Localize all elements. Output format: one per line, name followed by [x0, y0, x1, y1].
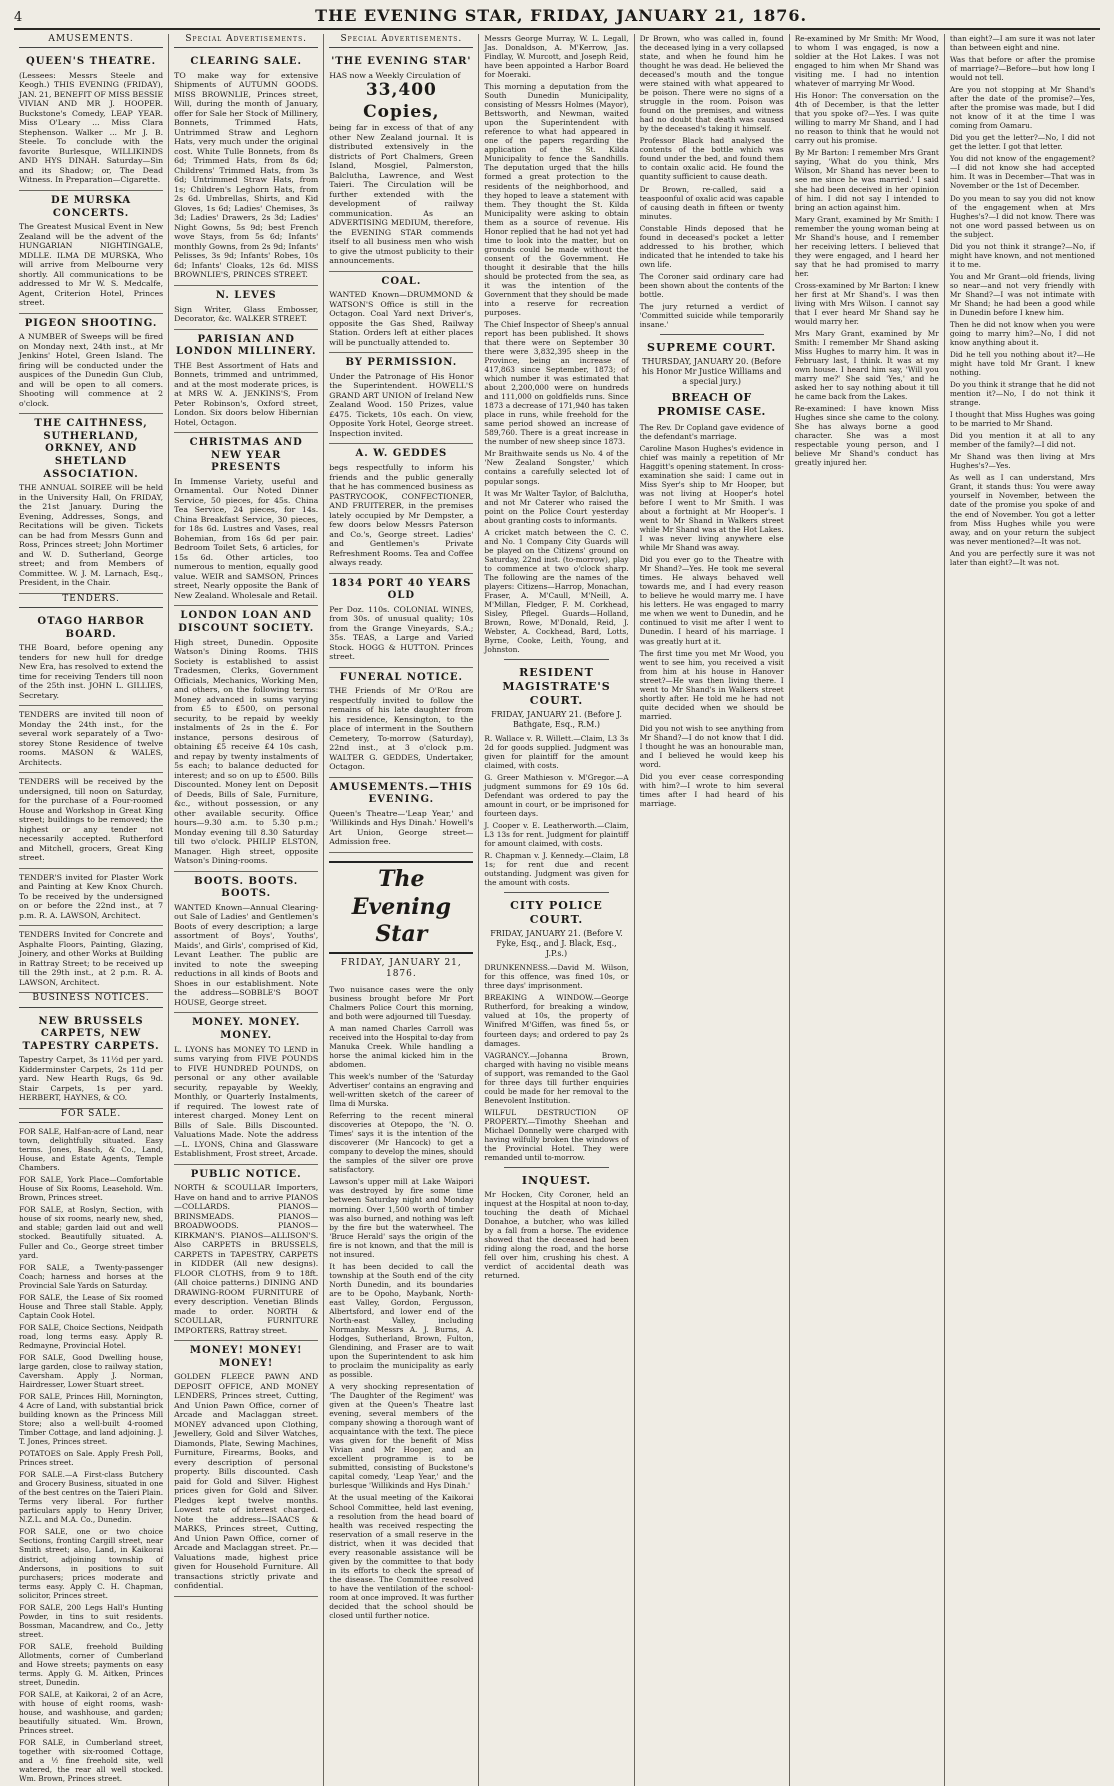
special-ad	[174, 433, 318, 606]
notice-ad	[329, 444, 473, 573]
section-heading-special: Special Advertisements.	[174, 34, 318, 48]
column-7	[945, 34, 1100, 1786]
news-paragraph: It was Mr Walter Taylor, of Balclutha, and not Mr Caterer who raised the point on the Police Court yesterday about granting costs to informants.	[484, 488, 629, 525]
amusement-ad-body: A NUMBER of Sweeps will be fired on Monday next, 24th inst., at Mr Jenkins' Hotel, Green Island. The firing will be conducted under the auspices of the Dunedin Gun Club, and will be open to all comers. Shooting will commence at 2 o'clock.	[19, 332, 164, 408]
special-ad-title: CLEARING SALE.	[190, 56, 303, 68]
for-sale-listing: FOR SALE, Good Dwelling house, large garden, close to railway station, Caversham. Apply J. Norman, Hairdresser, Lower Stuart street.	[19, 1352, 164, 1389]
inquest-paragraph: Dr Brown, re-called, said a teaspoonful of oxalic acid was capable of causing death in fifteen or twenty minutes.	[639, 184, 784, 221]
notice-ad-body: begs respectfully to inform his friends and the public generally that he has commenced business as PASTRYCOOK, CONFECTIONER, AND FRUITERER, in the premises lately occupied by Mr Dempster, a few doors below Messrs Paterson and Co.'s, George street. Ladies' and Gentlemen's Private Refreshment Rooms. Tea and Coffee always ready.	[329, 463, 474, 568]
tender-ad-body: TENDERS are invited till noon of Monday the 24th inst., for the several work separately of a Two-storey Stone Residence of twelve rooms. MASON & WALES, Architects.	[19, 710, 164, 767]
masthead: THE EVENING STAR, FRIDAY, JANUARY 21, 1876.	[315, 6, 808, 25]
news-paragraph: Mr Braithwaite sends us No. 4 of the 'New Zealand Songster,' which contains a carefully selected lot of popular songs.	[484, 449, 629, 486]
supreme-court-heading: SUPREME COURT.	[647, 340, 777, 354]
breach-case-paragraph: The Rev. Dr Copland gave evidence of the defendant's marriage.	[639, 422, 784, 441]
column-4	[479, 34, 634, 1786]
notice-ad	[329, 353, 473, 444]
amusement-ad-title: QUEEN'S THEATRE.	[25, 56, 157, 68]
news-paragraph: Lawson's upper mill at Lake Waipori was destroyed by fire some time between Saturday night and Monday morning. Over 1,500 worth of timber was also burned, and nothing was left by the fire but the waterwheel. The 'Bruce Herald' says the origin of the fire is not known, and that the mill is not insured.	[329, 1177, 474, 1259]
breach-case-paragraph: Mary Grant, examined by Mr Smith: I remember the young woman being at Mr Shand's house, and I remember her receiving letters. I believed that they were engaged, and I heard her say that he had promised to marry her.	[794, 214, 939, 278]
special-ad-body: In Immense Variety, useful and Ornamental. Our Noted Dinner Service, 50 pieces, for 45s. China Tea Service, 24 pieces, for 14s. China Breakfast Service, 30 pieces, for 18s 6d. Lustres and Vases, real Bohemian, from 16s 6d per pair. Bedroom Toilet Sets, 6 articles, for 15s 6d. Other articles, too numerous to mention, equally good value. WEIR and SAMSON, Princes street, Nearly opposite the Bank of New Zealand. Wholesale and Retail.	[174, 476, 319, 600]
police-court-date: FRIDAY, JANUARY 21. (Before V. Fyke, Esq., and J. Black, Esq., J.P.s.)	[490, 929, 623, 959]
special-ad-body: THE Best Assortment of Hats and Bonnets, trimmed and untrimmed, and at the most moderate prices, is at MRS W. A. JENKINS'S, From Peter Robinson's, Oxford street, London. Six doors below Hibernian Hotel, Octagon.	[174, 360, 319, 427]
news-paragraph: A very shocking representation of 'The Daughter of the Regiment' was given at the Queen's Theatre last evening, several members of the company showing a thorough want of acquaintance with the text. The piece was given for the benefit of Miss Vivian and Mr Hooper, and an excellent programme is to be submitted, consisting of Buckstone's capital comedy, 'Leap Year,' and the burlesque 'Willikinds and Hys Dinah.'	[329, 1382, 474, 1491]
news-paragraph: At the usual meeting of the Kaikorai School Committee, held last evening, a resolution from the head board of health was received respecting the reservation of a small reserve in the district, when it was decided that every reasonable assistance will be given by the committee to that body in its efforts to check the spread of the disease. The Committee resolved to have the ventilation of the school-room at once improved. It was further decided that the school should be closed until further notice.	[329, 1493, 474, 1620]
breach-case-paragraph: I thought that Miss Hughes was going to be married to Mr Shand.	[949, 410, 1095, 429]
notice-ad-title: BY PERMISSION.	[345, 357, 458, 369]
notice-ad-body: Queen's Theatre—'Leap Year,' and 'Willikinds and Hys Dinah.' Howell's Art Union, George street—Admission free.	[329, 808, 474, 847]
breach-of-promise-heading: BREACH OF PROMISE CASE.	[657, 391, 766, 418]
news-paragraph: It has been decided to call the township at the South end of the city North Dunedin, and its boundaries are to be Opoho, Maybank, North-east Valley, Gordon, Fergusson, Albertsford, and lower end of the North-east Valley, including Normanby. Messrs A. J. Burns, A. Hodges, Sutherland, Brown, Fulton, Glendining, and Fraser are to wait upon the Superintendent to ask him to proclaim the municipality as early as possible.	[329, 1261, 474, 1380]
for-sale-listing: FOR SALE.—A First-class Butchery and Grocery Business, situated in one of the best centres on the Taieri Plain. Terms very liberal. For further particulars apply to Henry Driver, N.Z.L. and M.A. Co., Dunedin.	[19, 1470, 164, 1525]
breach-case-paragraph: Did you get the letter?—No, I did not get the letter. I got that letter.	[949, 133, 1095, 152]
news-paragraph: Referring to the recent mineral discoveries at Otepopo, the 'N. O. Times' says it is the intention of the discoverer (Mr Hancock) to get a company to develop the mines, should the samples of the silver ore prove satisfactory.	[329, 1111, 474, 1175]
circulation-ad-body: being far in excess of that of any other New Zealand journal. It is distributed extensively in the districts of Port Chalmers, Green Island, Mosgiel, Palmerston, Balclutha, Lawrence, and West Taieri. The Circulation will be further extended with the development of railway communication. As an ADVERTISING MEDIUM, therefore, the EVENING STAR commends itself to all business men who wish to give the utmost publicity to their announcements.	[329, 123, 474, 266]
amusement-ad	[19, 314, 163, 415]
breach-case-paragraph: Did you ever cease corresponding with him?—I wrote to him several times after I had heard of his marriage.	[639, 771, 784, 809]
tender-ad	[19, 869, 163, 927]
breach-case-paragraph: Did you ever go to the Theatre with Mr Shand?—Yes. He took me several times. He always behaved well towards me, and I had every reason to believe he would marry me. I have his letters. He was engaged to marry me when we went to Dunedin, and he continued to visit me after I went to Dunedin. I heard of his marriage. I was greatly hurt at it.	[639, 555, 784, 646]
special-ad	[174, 1341, 318, 1597]
amusement-ad-title: THE CAITHNESS, SUTHERLAND, ORKNEY, AND SHETLAND ASSOCIATION.	[34, 418, 148, 480]
for-sale-listing: FOR SALE, Half-an-acre of Land, near town, delightfully situated. Easy terms. Jones, Basch, & Co., Land, House, and Estate Agents, Temple Chambers.	[19, 1127, 164, 1173]
special-ad-title: CHRISTMAS AND NEW YEAR PRESENTS	[189, 437, 303, 474]
issue-date: FRIDAY, JANUARY 21, 1876.	[340, 958, 462, 980]
breach-case-paragraph: Mr Shand was then living at Mrs Hughes's?—Yes.	[949, 452, 1095, 471]
news-paragraph: Two nuisance cases were the only business brought before Mr Port Chalmers Police Court this morning, and both were adjourned till Tuesday.	[329, 984, 474, 1021]
police-court-case: WILFUL DESTRUCTION OF PROPERTY.—Timothy Sheehan and Michael Donnelly were charged with having wilfully broken the windows of the Provincial Hotel. They were remanded until to-morrow.	[484, 1107, 629, 1162]
police-court-case: VAGRANCY.—Johanna Brown, charged with having no visible means of support, was remanded to the Gaol for three days till further enquiries could be made for her removal to the Benevolent Institution.	[484, 1050, 629, 1105]
for-sale-listing: FOR SALE, the Lease of Six roomed House and Three stall Stable. Apply, Captain Cook Hotel.	[19, 1292, 164, 1320]
notice-ad-title: COAL.	[381, 275, 422, 287]
breach-case-paragraph: Do you think it strange that he did not mention it?—No, I do not think it strange.	[949, 380, 1095, 408]
amusement-ad-title: PIGEON SHOOTING.	[24, 317, 158, 329]
for-sale-listing: FOR SALE, in Cumberland street, together with six-roomed Cottage, and a ½ fine freehold site, well watered, the rear all well stocked. Wm. Brown, Princes street.	[19, 1738, 164, 1784]
special-ad-title: PUBLIC NOTICE.	[190, 1168, 302, 1180]
business-ad-body: Tapestry Carpet, 3s 11½d per yard. Kidderminster Carpets, 2s 11d per yard. New Hearth Rugs, 6s 9d. Stair Carpets, 1s per yard. HERBERT, HAYNES, & CO.	[19, 1055, 164, 1103]
special-ad-title: LONDON LOAN AND DISCOUNT SOCIETY.	[178, 610, 315, 635]
for-sale-listing: FOR SALE, York Place—Comfortable House of Six Rooms, Leasehold. Wm. Brown, Princes street.	[19, 1175, 164, 1203]
breach-case-paragraph: By Mr Barton: I remember Mrs Grant saying, 'What do you think, Mrs Wilson, Mr Shand has never been to see me since he was married.' I said she had been deceived in her opinion of him. I did not say I intended to bring an action against him.	[794, 148, 939, 212]
rm-court-case: G. Greer Mathieson v. M'Gregor.—A judgment summons for £9 10s 6d. Defendant was ordered to pay the amount in court, or be imprisoned for fourteen days.	[484, 772, 629, 819]
special-ad-title: MONEY. MONEY. MONEY.	[192, 1017, 301, 1041]
amusement-ad-body: The Greatest Musical Event in New Zealand will be the advent of the HUNGARIAN NIGHTINGALE, MDLLE. ILMA DE MURSKA, Who will arrive from Melbourne very shortly. All communications to be addressed to Mr W. S. Medcalfe, Agent, Criterion Hotel, Princes street.	[19, 222, 164, 308]
special-ad-title: PARISIAN AND LONDON MILLINERY.	[175, 333, 317, 358]
inquest-paragraph: Dr Brown, who was called in, found the deceased lying in a very collapsed state, and when he found him he thought he was dead. He believed the deceased's mouth and the tongue were stained with what appeared to be poison. There were no signs of a struggle in the room. Poison was found on the premises, and witness had no doubt that death was caused by the deceased's taking it himself.	[639, 34, 784, 134]
page-number: 4	[14, 10, 23, 25]
news-paragraph: A man named Charles Carroll was received into the Hospital to-day from Manuka Creek. While handling a horse the animal kicked him in the abdomen.	[329, 1023, 474, 1070]
special-ad-title: N. LEVES	[215, 289, 277, 301]
special-ad-title: MONEY! MONEY! MONEY!	[189, 1345, 303, 1369]
notice-ad	[329, 574, 473, 668]
special-ad-body: TO make way for extensive Shipments of AUTUMN GOODS. MISS BROWNLIE, Princes street, Will, during the month of January, offer for Sale her Stock of Millinery, Bonnets, Trimmed Hats, Untrimmed Straw and Leghorn Hats, very much under the original cost. White Tulle Bonnets, from 8s 6d; Trimmed Hats, from 8s 6d; Childrens' Trimmed Hats, from 3s 6d; Untrimmed Straw Hats, from 1s; Children's Leghorn Hats, from 2s 6d. Umbrellas, Shirts, and Kid Gloves, 1s 6d; Ladies' Chemises, 3s 3d; Ladies' Drawers, 2s 3d; Ladies' Night Gowns, 5s 9d; best French wove Stays, from 5s 6d; Infants' monthly Gowns, from 2s 9d; Infants' Pelisses, 3s 9d; Infants' Robes, 10s 6d; Infants' Cloaks, 12s 6d. MISS BROWNLIE'S, PRINCES STREET.	[174, 70, 319, 280]
circulation-figure: 33,400 Copies,	[363, 80, 440, 122]
breach-case-paragraph: Are you not stopping at Mr Shand's after the date of the promise?—Yes, after the promise was made, but I did not know of it at the time I was coming from Oamaru.	[949, 85, 1095, 131]
breach-case-paragraph: You and Mr Grant—old friends, living so near—and not very friendly with Mr Shand?—I was not intimate with Mr Shand; he had been a good while in Dunedin before I knew him.	[949, 271, 1095, 317]
column-6	[790, 34, 945, 1786]
tender-ad	[19, 773, 163, 869]
breach-case-paragraph: The first time you met Mr Wood, you went to see him, you received a visit from him at his house in Hanover street?—He was then living there. I went to Mr Shand's in Walkers street shortly after. He told me he had not quite decided when we should be married.	[639, 648, 784, 721]
tender-ad-body: TENDERS will be received by the undersigned, till noon on Saturday, for the purchase of a Four-roomed House and Workshop in Great King street; buildings to be removed; the highest or any tender not necessarily accepted. Rutherford and Mitchell, grocers, Great King street.	[19, 777, 164, 863]
inquest-body: Mr Hocken, City Coroner, held an inquest at the Hospital at noon to-day, touching the death of Michael Donahoe, a butcher, who was killed by a fall from a horse. The evidence showed that the deceased had been riding along the road, and the horse fell over him, crushing his chest. A verdict of accidental death was returned.	[484, 1189, 629, 1281]
special-ad	[174, 330, 318, 434]
notice-ad-body: Under the Patronage of His Honor the Superintendent. HOWELL'S GRAND ART UNION of Ireland New Zealand Wood. 150 Prizes, value £475. Tickets, 10s each. On view, Opposite York Hotel, George street. Inspection invited.	[329, 371, 474, 438]
special-ad-body: L. LYONS has MONEY TO LEND in sums varying from FIVE POUNDS to FIVE HUNDRED POUNDS, on personal or any other available security, repayable by Weekly, Monthly, or Quarterly Instalments, if required. The lowest rate of interest charged. Money Lent on Bills of Sale. Bills Discounted. Valuations Made. Note the address—L. LYONS, China and Glassware Establishment, Frost street, Arcade.	[174, 1044, 319, 1159]
tender-ad	[19, 612, 163, 706]
section-heading-for-sale: FOR SALE.	[19, 1109, 163, 1123]
amusement-ad-body: THE ANNUAL SOIREE will be held in the University Hall, On FRIDAY, the 21st January. During the Evening, Addresses, Songs, and Recitations will be given. Tickets can be had from Messrs Gunn and Ross, Princes street; John Mortimer and W. D. Sutherland, George street; and from Members of Committee. W. J. M. Larnach, Esq., President, in the Chair.	[19, 483, 164, 588]
special-ad-title: BOOTS. BOOTS. BOOTS.	[194, 875, 299, 900]
inquest-paragraph: Constable Hinds deposed that he found in deceased's pocket a letter addressed to his brother, which indicated that he intended to take his own life.	[639, 223, 784, 269]
tender-ad-title: OTAGO HARBOR BOARD.	[37, 616, 145, 640]
news-paragraph: A cricket match between the C. C. and No. 1 Company City Guards will be played on the Citizens' ground on Saturday, 22nd inst. (to-morrow), play to commence at two o'clock sharp. The following are the names of the players: Citizens—Harrop, Monachan, Fraser, A. M'Caull, M'Neill, A. M'Millan, Fledger, F. M. Corkhead, Sisley, Pflegel. Guards—Holland, Brown, Rowe, M'Donald, Reid, J. Webster, A. Cockhead, Bard, Lotts, Byrne, Cooke, Leith, Young, and Johnston.	[484, 527, 629, 655]
news-paragraph: The Chief Inspector of Sheep's annual report has been published. It shows that there were on September 30 there were 3,832,395 sheep in the Province, being an increase of 417,863 since September, 1873; of which number it was estimated that about 2,200,000 were on hundreds and 111,000 on goldfields runs. Since 1873 a decrease of 171,940 has taken place in runs, while freehold for the same period showed an increase of 589,760. There is a great increase in the number of new sheep since 1873.	[484, 319, 629, 447]
special-ad-body: Sign Writer, Glass Embosser, Decorator, &c. WALKER STREET.	[174, 304, 319, 324]
for-sale-listing: FOR SALE, a Twenty-passenger Coach; harness and horses at the Provincial Sale Yards on Saturday.	[19, 1262, 164, 1290]
amusement-ad-title: DE MURSKA CONCERTS.	[50, 194, 132, 219]
breach-case-paragraph: Did you not wish to see anything from Mr Shand?—I do not know that I did. I thought he was an honourable man, and I believed he would keep his word.	[639, 723, 784, 769]
inquest-heading: INQUEST.	[521, 1173, 592, 1187]
business-ad-title: NEW BRUSSELS CARPETS, NEW TAPESTRY CARPETS.	[22, 1015, 160, 1052]
news-paragraph: This morning a deputation from the South Dunedin Municipality, consisting of Messrs Holmes (Mayor), Bettsworth, and Newman, waited upon the Superintendent with reference to what had appeared in one of the papers regarding the application of the St. Kilda Municipality to fence the Sandhills. The deputation urged that the hills formed a great protection to the residents of the neighborhood, and they hoped to leave a statement with them. They thought the St. Kilda Municipality were asking to obtain them as a source of revenue. His Honor replied that he had not yet had time to look into the matter, but on grounds could be made without the consent of the Government. He thought it desirable that the hills should be protected from the sea, as it was the intention of the Government that they should be made into a reserve for recreation purposes.	[484, 82, 629, 317]
notice-ad	[329, 668, 473, 778]
special-ad	[174, 872, 318, 1014]
police-court-case: DRUNKENNESS.—David M. Wilson, for this offence, was fined 10s, or three days' imprisonment.	[484, 963, 629, 991]
harbor-board-paragraph: Messrs George Murray, W. L. Legall, Jas. Donaldson, A. M'Kerrow, Jas. Findlay, W. Murcott, and Joseph Reid, have been appointed a Harbor Board for Moeraki.	[484, 34, 629, 80]
for-sale-listing: FOR SALE, at Roslyn, Section, with house of six rooms, nearly new, shed, and stable; garden laid out and well stocked. Beautifully situated. A. Fuller and Co., George street timber yard.	[19, 1205, 164, 1260]
breach-case-paragraph: As well as I can understand, Mrs Grant, it stands thus: You were away yourself in November, between the date of the promise you spoke of and the end of November. You got a letter from Miss Hughes while you were away, and on your return the subject was never mentioned?—It was not.	[949, 473, 1095, 546]
breach-case-paragraph: Re-examined by Mr Smith: Mr Wood, to whom I was engaged, is now a soldier at the Hot Lakes. I was not engaged to him when Mr Shand was visiting me. I had no intention whatever of marrying Mr Wood.	[794, 34, 939, 89]
breach-case-paragraph: Then he did not know when you were going to marry him?—No, I did not know anything about it.	[949, 319, 1095, 347]
tender-ad-body: TENDER'S invited for Plaster Work and Painting at Kew Knox Church. To be received by the undersigned on or before the 22nd inst., at 7 p.m. R. A. LAWSON, Architect.	[19, 872, 164, 920]
special-ad	[174, 52, 318, 286]
notice-ad-title: 1834 PORT 40 YEARS OLD	[331, 577, 472, 602]
supreme-court-date: THURSDAY, JANUARY 20. (Before his Honor Mr Justice Williams and a special jury.)	[641, 356, 782, 386]
amusement-ad	[19, 52, 163, 191]
column-3	[324, 34, 479, 1786]
notice-ad-body: THE Friends of Mr O'Rou are respectfully invited to follow the remains of his late daughter from his residence, Kensington, to the place of interment in the Southern Cemetery, To-morrow (Saturday), 22nd inst., at 3 o'clock p.m. WALTER G. GEDDES, Undertaker, Octagon.	[329, 686, 474, 772]
tender-ad-body: TENDERS Invited for Concrete and Asphalte Floors, Painting, Glazing, Joinery, and other Works at Building in Rattray Street; to be received up till the 29th inst., at 2 p.m. R. A. LAWSON, Architect.	[19, 930, 164, 987]
for-sale-listing: FOR SALE, Choice Sections, Neidpath road, long terms easy. Apply R. Redmayne, Provincial Hotel.	[19, 1322, 164, 1350]
breach-case-paragraph: And you are perfectly sure it was not later than eight?—It was not.	[949, 548, 1095, 567]
breach-case-paragraph: Cross-examined by Mr Barton: I knew her first at Mr Shand's. I was then living with Mrs Wilson. I cannot say that I ever heard Mr Shand say he would marry her.	[794, 280, 939, 326]
breach-case-paragraph: You did not know of the engagement?—I did not know she had accepted him. It was in December—That was in November or the 1st of December.	[949, 154, 1095, 191]
breach-case-paragraph: Re-examined: I have known Miss Hughes since she came to the colony. She has always borne a good character. She was a most respectable young person, and I believe Mr Shand's conduct has greatly injured her.	[794, 404, 939, 468]
rm-court-case: J. Cooper v. E. Leatherworth.—Claim, L3 13s for rent. Judgment for plaintiff for amount claimed, with costs.	[484, 821, 629, 849]
circulation-ad-lead: HAS now a Weekly Circulation of	[329, 70, 461, 80]
news-paragraph: This week's number of the 'Saturday Advertiser' contains an engraving and well-written sketch of the career of Ilma di Murska.	[329, 1072, 474, 1109]
breach-case-paragraph: Did you mention it at all to any member of the family?—I did not.	[949, 431, 1095, 450]
amusement-ad	[19, 191, 163, 314]
special-ad	[174, 1013, 318, 1164]
notice-ad-title: AMUSEMENTS.—THIS EVENING.	[329, 781, 473, 806]
page-header	[14, 4, 1100, 30]
amusement-ad	[19, 414, 163, 593]
column-2	[169, 34, 324, 1786]
police-court-heading: CITY POLICE COURT.	[510, 899, 603, 927]
for-sale-listing: FOR SALE, freehold Building Allotments, corner of Cumberland and Howe streets; payments on easy terms. Apply G. M. Aitken, Princes street, Dunedin.	[19, 1641, 164, 1687]
police-court-case: BREAKING A WINDOW.—George Rutherford, for breaking a window, valued at 10s, the property of Winifred M'Giffen, was fined 5s, or fourteen days; and ordered to pay 2s damages.	[484, 993, 629, 1048]
rm-court-date: FRIDAY, JANUARY 21. (Before J. Bathgate, Esq., R.M.)	[491, 709, 622, 729]
rm-court-heading: RESIDENT MAGISTRATE'S COURT.	[502, 666, 611, 707]
special-ad	[174, 1165, 318, 1342]
for-sale-listing: FOR SALE, 200 Legs Hall's Hunting Powder, in tins to suit residents. Bossman, Macandrew, and Co., Jetty street.	[19, 1602, 164, 1639]
business-ad	[19, 1012, 163, 1109]
notice-ad-title: A. W. GEDDES	[355, 448, 448, 460]
for-sale-listing: FOR SALE, one or two choice Sections, fronting Cargill street, near Smith street; also, Land, in Kaikorai district, adjoining township of Andersons, in positions to suit purchasers; prices moderate and terms easy. Apply C. H. Chapman, solicitor, Princes street.	[19, 1527, 164, 1600]
circulation-ad	[329, 52, 473, 271]
special-ad	[174, 606, 318, 871]
special-ad	[174, 286, 318, 330]
section-heading-special-2: Special Advertisements.	[329, 34, 473, 48]
columns	[14, 34, 1100, 1784]
breach-case-paragraph: His Honor: The conversation on the 4th of December, is that the letter that you spoke of?—Yes. I was quite willing to marry Mr Shand, and I had no reason to think that he would not carry out his promise.	[794, 91, 939, 146]
section-heading-business: BUSINESS NOTICES.	[19, 993, 163, 1007]
notice-ad-title: FUNERAL NOTICE.	[339, 671, 463, 683]
breach-case-paragraph: Did he tell you nothing about it?—He might have told Mr Grant. I knew nothing.	[949, 350, 1095, 378]
for-sale-listing: POTATOES on Sale. Apply Fresh Poll, Princes street.	[19, 1449, 164, 1468]
tender-ad-body: THE Board, before opening any tenders for new hull for dredge New Era, has resolved to extend the time for receiving Tenders till noon of the 25th inst. JOHN L. GILLIES, Secretary.	[19, 643, 164, 700]
section-heading-amusements: AMUSEMENTS.	[19, 34, 163, 48]
evening-star-logo: The Evening Star	[329, 861, 473, 954]
for-sale-listing: FOR SALE, Princes Hill, Mornington, 4 Acre of Land, with substantial brick building known as the Princess Mill Store; also a well-built 4-roomed Timber Cottage, and land adjoining. J. T. Jones, Princes street.	[19, 1391, 164, 1447]
breach-case-paragraph: Caroline Mason Hughes's evidence in chief was mainly a repetition of Mr Haggitt's opening statement. In cross-examination she said: I came out in Miss Syer's ship to Mr Hooper, but was not living at Hooper's hotel before I went to Mr Smith. I was about a fortnight at Mr Hooper's. I went to Mr Shand in Walkers street while Mr Shand was at the Hot Lakes. I was never living anywhere else while Mr Shand was away.	[639, 443, 784, 553]
special-ad-body: GOLDEN FLEECE PAWN AND DEPOSIT OFFICE, AND MONEY LENDERS, Princes street, Cutting, And Union Pawn Office, corner of Arcade and Maclaggan street. MONEY advanced upon Clothing, Jewellery, Gold and Silver Watches, Diamonds, Plate, Sewing Machines, Furniture, Firearms, Books, and every description of personal property. Bills discounted. Cash paid for Gold and Silver. Highest prices given for Gold and Silver. Pledges kept twelve months. Lowest rate of interest charged. Note the address—ISAACS & MARKS, Princes street, Cutting, And Union Pawn Office, corner of Arcade and Maclaggan street. Pr.—Valuations made, highest price given for Household Furniture. All transactions strictly private and confidential.	[174, 1372, 319, 1591]
breach-case-paragraph: Did you not think it strange?—No, if might have known, and not mentioned it to me.	[949, 241, 1095, 269]
special-ad-body: NORTH & SCOULLAR Importers, Have on hand and to arrive PIANOS—COLLARDS. PIANOS—BRINSMEADS. PIANOS—BROADWOODS. PIANOS—KIRKMAN'S. PIANOS—ALLISON'S. Also CARPETS in BRUSSELS, CARPETS in TAPESTRY, CARPETS in KIDDER (All new designs). FLOOR CLOTHS, from 9 to 18ft. (All choice patterns.) DINING AND DRAWING-ROOM FURNITURE of every description. Venetian Blinds made to order. NORTH & SCOULLAR, FURNITURE IMPORTERS, Rattray street.	[174, 1183, 319, 1335]
inquest-paragraph: The Coroner said ordinary care had been shown about the contents of the bottle.	[639, 271, 784, 299]
tender-ad	[19, 926, 163, 993]
amusement-ad-body: (Lessees: Messrs Steele and Keogh.) THIS EVENING (FRIDAY), JAN. 21, BENEFIT OF MISS BESSIE VIVIAN AND MR J. HOOPER. Buckstone's Comedy, LEAP YEAR. Miss O'Leary ... Miss Clara Stephenson. Walker ... Mr J. B. Steele. To conclude with the favorite Burlesque, WILLIKINDS AND HYS DINAH. Saturday—Sin and its Shadow; or, The Dead Witness. In Preparation—Cigarette.	[19, 70, 164, 185]
rm-court-case: R. Chapman v. J. Kennedy.—Claim, L8 1s; for rent due and recent outstanding. Judgment was given for the amount with costs.	[484, 851, 629, 888]
tender-ad	[19, 706, 163, 773]
rm-court-case: R. Wallace v. R. Willett.—Claim, L3 3s 2d for goods supplied. Judgment was given for plaintiff for the amount claimed, with costs.	[484, 733, 629, 770]
column-1	[14, 34, 169, 1786]
special-ad-body: WANTED Known—Annual Clearing-out Sale of Ladies' and Gentlemen's Boots of every description; a large assortment of Boys', Youths', Maids', and Girls', comprised of Kid, Levant Leather. The public are invited to note the sweeping reductions in all kinds of Boots and Shoes in our establishment. Note the address—SOBBLE'S BOOT HOUSE, George street.	[174, 902, 319, 1007]
for-sale-listing: FOR SALE, at Kaikorai, 2 of an Acre, with house of eight rooms, wash-house, and washhouse, and garden; beautifully situated. Wm. Brown, Princes street.	[19, 1689, 164, 1736]
notice-ad	[329, 272, 473, 354]
circulation-ad-title: 'THE EVENING STAR'	[331, 56, 472, 68]
breach-case-paragraph: than eight?—I am sure it was not later than between eight and nine.	[949, 34, 1095, 53]
breach-case-paragraph: Mrs Mary Grant, examined by Mr Smith: I remember Mr Shand asking Miss Hughes to marry him. It was in February last, I think. It was at my own house. I heard him say, 'Will you marry me?' She said 'Yes,' and he asked her to say nothing about it till he came back from the Lakes.	[794, 328, 939, 402]
notice-ad	[329, 778, 473, 853]
notice-ad-body: Per Doz. 110s. COLONIAL WINES, from 30s. of unusual quality; 10s from the Grange Vineyards, S.A.; 35s. TEAS, a Large and Varied Stock. HOGG & HUTTON. Princes street.	[329, 604, 474, 662]
section-heading-tenders: TENDERS.	[19, 594, 163, 608]
breach-case-paragraph: Do you mean to say you did not know of the engagement when at Mrs Hughes's?—I did not know. There was not one word passed between us on the subject.	[949, 193, 1095, 239]
breach-case-paragraph: Was that before or after the promise of marriage?—Before—but how long I would not tell.	[949, 55, 1095, 83]
notice-ad-body: WANTED Known—DRUMMOND & WATSON'S Office is still in the Octagon. Coal Yard next Driver's, opposite the Gas Shed, Railway Station. Orders left at either places will be punctually attended to.	[329, 290, 474, 347]
inquest-paragraph: Professor Black had analysed the contents of the bottle which was found under the bed, and found them to contain oxalic acid. He found the quantity sufficient to cause death.	[639, 136, 784, 182]
special-ad-body: High street, Dunedin. Opposite Watson's Dining Rooms. THIS Society is established to assist Tradesmen, Clerks, Government Officials, Mechanics, Working Men, and others, on the following terms: Money advanced in sums varying from £5 to £500, on personal security, to be repaid by weekly instalments of 2s in the £. For instance, persons desirous of obtaining £5 receive £4 10s cash, and repay by twenty instalments of 5s each; to balance deducted for interest; and so on up to £500. Bills Discounted. Money lent on Deposit of Deeds, Bills of Sale, Furniture, &c., without possession, or any other available security. Office hours—9.30 a.m. to 5.30 p.m.; Monday evening till 8.30 Saturday till two o'clock. PHILIP ELSTON, Manager. High street, opposite Watson's Dining-rooms.	[174, 637, 319, 866]
inquest-paragraph: The jury returned a verdict of 'Committed suicide while temporarily insane.'	[639, 301, 784, 329]
column-5	[635, 34, 790, 1786]
